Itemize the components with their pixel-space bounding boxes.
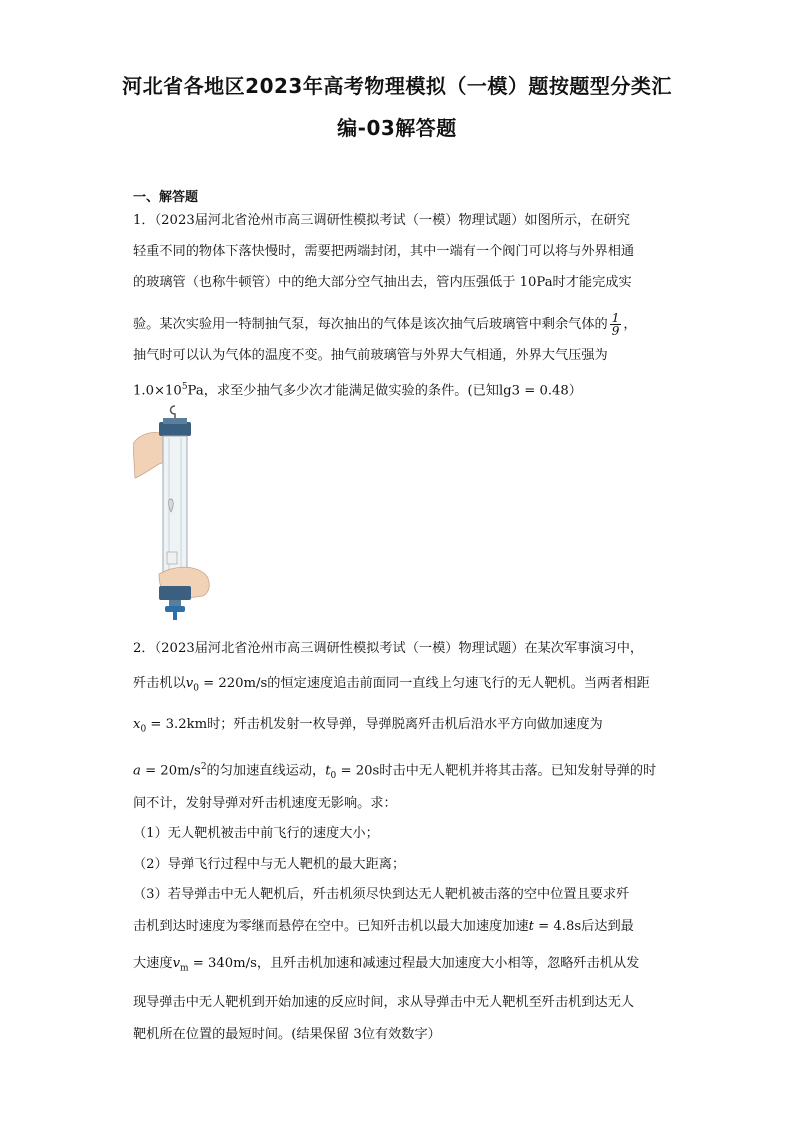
section-heading: 一、解答题 (133, 190, 199, 205)
q2-line-4-text-a: 的匀加速直线运动， (206, 763, 326, 779)
pressure-exponent: 5 (181, 382, 188, 392)
a-symbol: a (133, 763, 141, 779)
valve (165, 606, 185, 612)
q1-line-4-text: 验。某次实验用一特制抽气泵，每次抽出的气体是该次抽气后玻璃管中剩余气体的 (133, 317, 608, 332)
q2-line-3-text: = 3.2km时；歼击机发射一枚导弹，导弹脱离歼击机后沿水平方向做加速度为 (146, 717, 603, 732)
q2-line-4 (133, 758, 656, 785)
q1-line-4-end: ， (623, 317, 637, 332)
q2-part-3-line-2 (133, 918, 634, 936)
acceleration-exponent: 2 (200, 762, 207, 772)
vm-subscript: m (180, 963, 189, 974)
pressure-base: 1.0×10 (133, 383, 182, 399)
q1-line-4 (133, 312, 637, 337)
q2-line-2-text-b: = 220m/s的恒定速度追击前面同一直线上匀速飞行的无人靶机。当两者相距 (198, 676, 650, 691)
bottom-cap (159, 586, 191, 600)
q2-part-3-line-3-text-a: 大速度 (133, 956, 173, 971)
x0-symbol: x (133, 717, 141, 732)
q2-line-5: 间不计，发射导弹对歼击机速度无影响。求： (133, 796, 397, 811)
q2-line-2 (133, 675, 650, 698)
q1-line-6-text: Pa，求至少抽气多少次才能满足做实验的条件。(已知lg3 = 0.48） (187, 383, 582, 399)
t0-subscript: 0 (330, 771, 337, 782)
acceleration-value: = 20m/s (140, 763, 201, 779)
newton-tube-illustration (133, 404, 213, 624)
v0-symbol: v (185, 676, 194, 691)
paper-piece (167, 552, 177, 564)
q2-part-3-line-4: 现导弹击中无人靶机到开始加速的反应时间，求从导弹击中无人靶机至歼击机到达无人 (133, 995, 635, 1010)
q1-line-6 (133, 378, 582, 400)
t0-symbol: t (325, 763, 331, 779)
top-cap (159, 422, 191, 436)
q2-line-3 (133, 716, 603, 739)
page-title-line-2: 编-03解答题 (337, 116, 457, 140)
fraction-numerator: 1 (611, 311, 620, 325)
v0-subscript: 0 (193, 683, 199, 694)
q2-line-1: 2．（2023届河北省沧州市高三调研性模拟考试（一模）物理试题）在某次军事演习中， (133, 641, 644, 656)
vm-symbol: v (172, 956, 181, 971)
t-symbol: t (528, 919, 534, 934)
fraction-one-ninth (610, 312, 622, 337)
q1-line-2: 轻重不同的物体下落快慢时，需要把两端封闭，其中一端有一个阀门可以将与外界相通 (133, 244, 635, 259)
q1-line-5: 抽气时可以认为气体的温度不变。抽气前玻璃管与外界大气相通，外界大气压强为 (133, 348, 608, 363)
q2-part-3-line-2-text-a: 击机到达时速度为零继而悬停在空中。已知歼击机以最大加速度加速 (133, 919, 529, 934)
q1-line-3: 的玻璃管（也称牛顿管）中的绝大部分空气抽出去，管内压强低于 10Pa时才能完成实 (133, 275, 632, 290)
q1-line-1: 1．（2023届河北省沧州市高三调研性模拟考试（一模）物理试题）如图所示，在研究 (133, 213, 630, 228)
q2-part-3-line-3-text-b: = 340m/s，且歼击机加速和减速过程最大加速度大小相等，忽略歼击机从发 (188, 956, 640, 971)
q2-line-4-text-b: = 20s时击中无人靶机并将其击落。已知发射导弹的时 (336, 763, 657, 779)
q2-part-3-line-3 (133, 955, 639, 978)
q2-part-2: （2）导弹飞行过程中与无人靶机的最大距离； (133, 857, 406, 872)
x0-subscript: 0 (140, 724, 147, 735)
fraction-denominator: 9 (611, 324, 620, 338)
q2-part-3-line-2-text-b: = 4.8s后达到最 (533, 919, 634, 934)
q2-line-2-text-a: 歼击机以 (133, 676, 186, 691)
q2-part-3-line-5: 靶机所在位置的最短时间。(结果保留 3位有效数字） (133, 1027, 441, 1042)
q2-part-3-line-1: （3）若导弹击中无人靶机后，歼击机须尽快到达无人靶机被击落的空中位置且要求歼 (133, 887, 630, 902)
page-title-line-1: 河北省各地区2023年高考物理模拟（一模）题按题型分类汇 (122, 74, 672, 98)
q2-part-1: （1）无人靶机被击中前飞行的速度大小； (133, 826, 379, 841)
